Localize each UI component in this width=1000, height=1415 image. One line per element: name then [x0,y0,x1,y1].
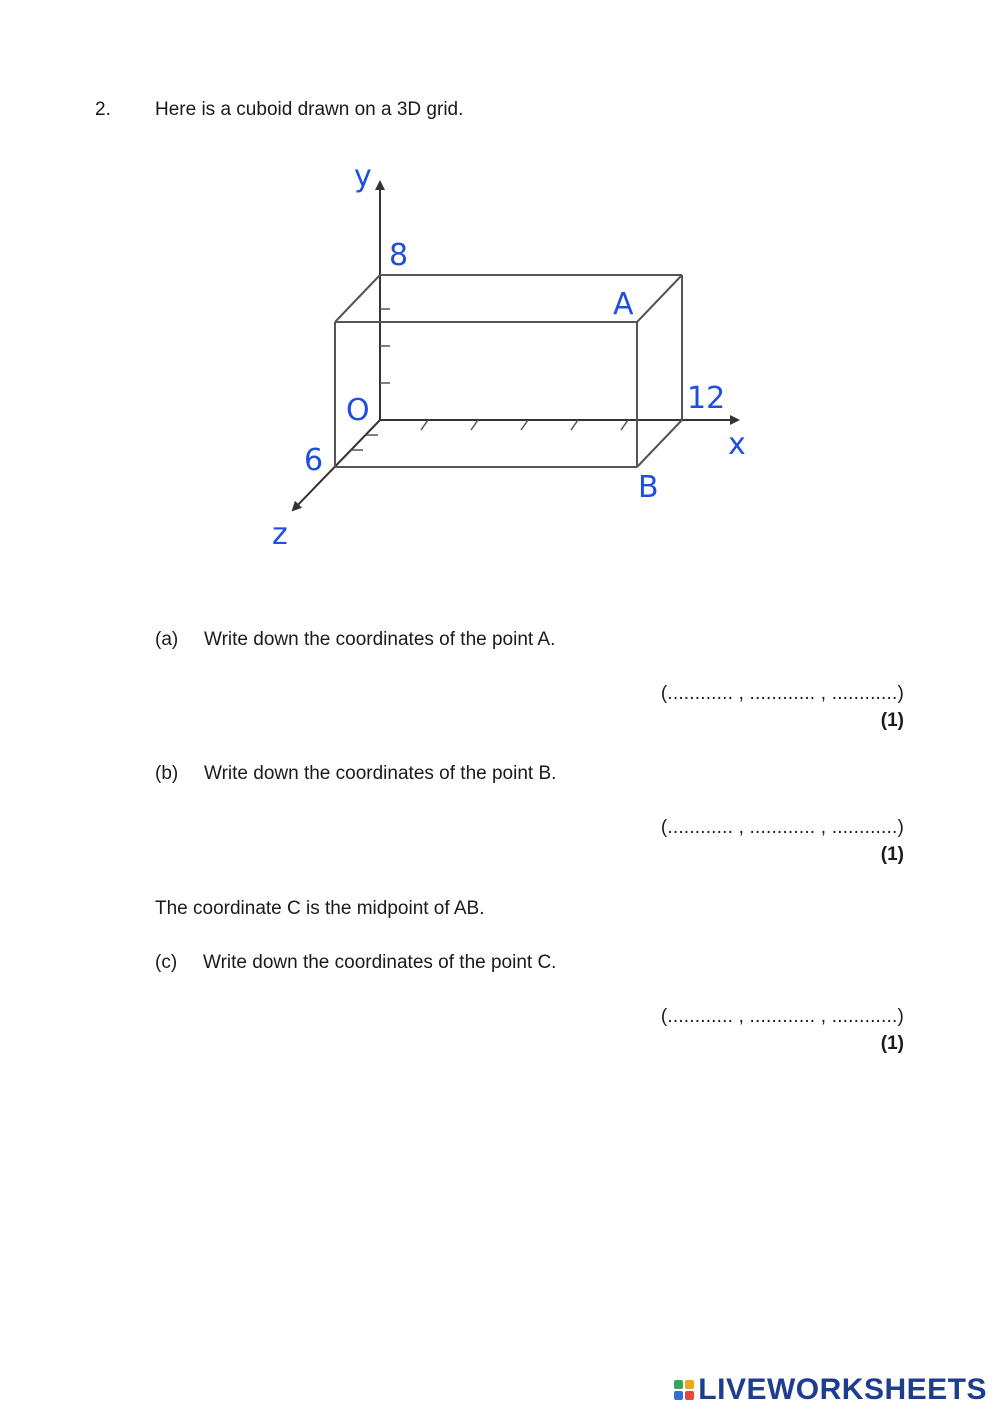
point-b-label: B [638,470,659,505]
part-c-label: (c) [155,952,178,973]
part-b-question: Write down the coordinates of the point B. [204,763,557,784]
part-c-marks: (1) [880,1033,904,1054]
x-axis-label: x [728,427,746,462]
part-b-answer-line[interactable]: (............ , ............ , ............) [660,817,904,838]
y-axis-ticks [380,309,390,383]
midpoint-statement: The coordinate C is the midpoint of AB. [155,898,485,919]
y-axis-label: y [354,159,372,194]
part-a-answer-line[interactable]: (............ , ............ , ............) [660,683,904,704]
x-axis-ticks [421,420,628,430]
cuboid-diagram [260,150,780,560]
part-a-label: (a) [155,629,179,650]
question-number: 2. [95,99,111,120]
liveworksheets-logo [674,1373,987,1407]
y-max-label: 8 [389,238,409,273]
logo-grid-icon [674,1380,694,1400]
point-a-label: A [613,287,634,322]
z-max-label: 6 [304,443,324,478]
x-max-label: 12 [687,381,726,416]
part-b-label: (b) [155,763,179,784]
logo-text: LIVEWORKSHEETS [698,1373,987,1406]
part-a-question: Write down the coordinates of the point A. [204,629,556,650]
origin-label: O [346,393,370,428]
part-a-marks: (1) [880,710,904,731]
question-intro: Here is a cuboid drawn on a 3D grid. [155,99,464,120]
z-axis-label: z [272,517,288,552]
part-c-question: Write down the coordinates of the point C. [203,952,557,973]
part-b-marks: (1) [880,844,904,865]
part-c-answer-line[interactable]: (............ , ............ , ............) [660,1006,904,1027]
